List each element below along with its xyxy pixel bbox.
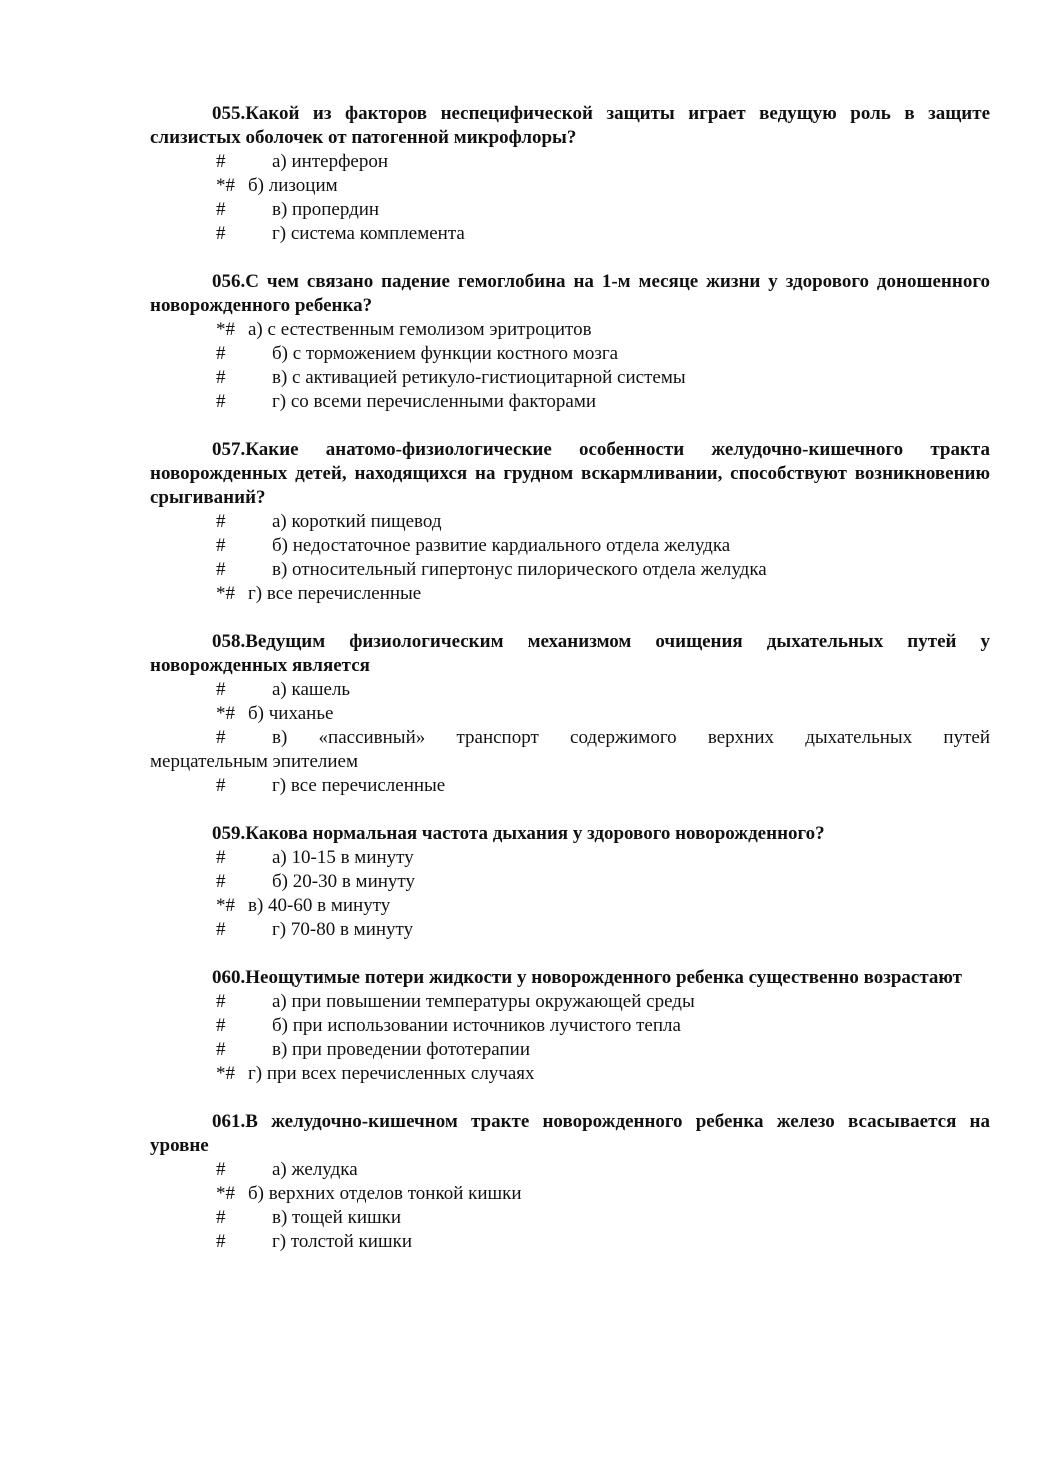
- option-text: а) кашель: [272, 679, 351, 700]
- answer-option: [150, 1158, 990, 1182]
- option-text: в) при проведении фототерапии: [272, 1039, 530, 1060]
- question-text: [150, 822, 990, 846]
- answer-option: [150, 870, 990, 894]
- option-marker: #: [216, 343, 226, 364]
- answer-option: [150, 918, 990, 942]
- option-marker: #: [216, 775, 226, 796]
- option-marker: #: [216, 535, 226, 556]
- option-marker: *#: [216, 319, 235, 340]
- option-text: б) с торможением функции костного мозга: [272, 343, 619, 364]
- option-text: в) с активацией ретикуло-гистиоцитарной системы: [272, 367, 686, 388]
- option-marker: #: [216, 367, 226, 388]
- question-block: [150, 1110, 990, 1254]
- question-number: 057.: [212, 439, 246, 460]
- option-text: в) пропердин: [272, 199, 380, 220]
- question-text: [150, 270, 990, 318]
- question-block: [150, 270, 990, 414]
- answer-option: [150, 678, 990, 702]
- option-marker: #: [216, 1039, 226, 1060]
- question-text: [150, 1110, 990, 1158]
- answer-option: [150, 366, 990, 390]
- option-text: а) интерферон: [272, 151, 388, 172]
- question-body: С чем связано падение гемоглобина на 1-м месяце жизни у здорового доношенного новорожденного ребенка?: [150, 271, 990, 316]
- option-marker: *#: [216, 175, 235, 196]
- answer-option: [150, 1206, 990, 1230]
- question-number: 060.: [212, 967, 246, 988]
- question-text: [150, 102, 990, 150]
- option-marker: #: [216, 199, 226, 220]
- question-body: Неощутимые потери жидкости у новорожденного ребенка существенно возрастают: [245, 967, 962, 988]
- option-marker: *#: [216, 1063, 235, 1084]
- answer-option: [150, 1038, 990, 1062]
- answer-option: [150, 342, 990, 366]
- question-body: Ведущим физиологическим механизмом очищения дыхательных путей у новорожденных является: [150, 631, 990, 676]
- option-text-continuation: мерцательным эпителием: [150, 751, 358, 772]
- option-marker: #: [216, 727, 226, 748]
- question-body: Какие анатомо-физиологические особенности желудочно-кишечного тракта новорожденных детей, находящихся на грудном вскармливании, способствуют возникновению срыгиваний?: [150, 439, 990, 508]
- answer-option: [150, 558, 990, 582]
- answer-option-correct: [150, 174, 990, 198]
- option-marker: *#: [216, 703, 235, 724]
- question-number: 056.: [212, 271, 246, 292]
- question-list: [150, 102, 990, 1278]
- option-text: б) чиханье: [248, 703, 334, 724]
- question-text: [150, 438, 990, 510]
- question-body: Какова нормальная частота дыхания у здорового новорожденного?: [245, 823, 825, 844]
- question-block: [150, 438, 990, 606]
- option-marker: *#: [216, 583, 235, 604]
- answer-option-correct: [150, 582, 990, 606]
- option-marker: #: [216, 1207, 226, 1228]
- answer-option: [150, 726, 990, 774]
- question-body: Какой из факторов неспецифической защиты играет ведущую роль в защите слизистых оболочек от патогенной микрофлоры?: [150, 103, 990, 148]
- option-text: в) тощей кишки: [272, 1207, 402, 1228]
- question-block: [150, 966, 990, 1086]
- option-marker: #: [216, 679, 226, 700]
- answer-option: [150, 990, 990, 1014]
- option-text: г) со всеми перечисленными факторами: [272, 391, 597, 412]
- answer-option: [150, 1014, 990, 1038]
- answer-option-correct: [150, 702, 990, 726]
- question-number: 059.: [212, 823, 246, 844]
- question-block: [150, 102, 990, 246]
- answer-option: [150, 390, 990, 414]
- option-marker: *#: [216, 895, 235, 916]
- option-marker: #: [216, 1015, 226, 1036]
- answer-option: [150, 198, 990, 222]
- option-text: а) с естественным гемолизом эритроцитов: [248, 319, 592, 340]
- question-block: [150, 630, 990, 798]
- option-marker: #: [216, 223, 226, 244]
- option-text: г) 70-80 в минуту: [272, 919, 414, 940]
- option-text: б) при использовании источников лучистого тепла: [272, 1015, 681, 1036]
- answer-option-correct: [150, 1182, 990, 1206]
- question-block: [150, 822, 990, 942]
- option-marker: #: [216, 991, 226, 1012]
- option-text: г) все перечисленные: [248, 583, 422, 604]
- option-text: г) при всех перечисленных случаях: [248, 1063, 535, 1084]
- answer-option: [150, 510, 990, 534]
- question-number: 058.: [212, 631, 246, 652]
- answer-option: [150, 222, 990, 246]
- answer-option: [150, 846, 990, 870]
- option-text: г) система комплемента: [272, 223, 465, 244]
- answer-option-correct: [150, 1062, 990, 1086]
- option-marker: #: [216, 559, 226, 580]
- option-text: б) верхних отделов тонкой кишки: [248, 1183, 522, 1204]
- option-marker: *#: [216, 1183, 235, 1204]
- option-text: а) 10-15 в минуту: [272, 847, 414, 868]
- answer-option: [150, 534, 990, 558]
- option-marker: #: [216, 871, 226, 892]
- option-text: б) 20-30 в минуту: [272, 871, 415, 892]
- option-marker: #: [216, 1231, 226, 1252]
- option-text: в) относительный гипертонус пилорического отдела желудка: [272, 559, 767, 580]
- option-text: а) короткий пищевод: [272, 511, 442, 532]
- option-text: г) все перечисленные: [272, 775, 446, 796]
- option-text: в) «пассивный» транспорт содержимого верхних дыхательных путей: [272, 727, 990, 748]
- option-marker: #: [216, 847, 226, 868]
- option-text: г) толстой кишки: [272, 1231, 412, 1252]
- answer-option: [150, 774, 990, 798]
- question-text: [150, 966, 990, 990]
- option-marker: #: [216, 391, 226, 412]
- option-text: в) 40-60 в минуту: [248, 895, 391, 916]
- question-body: В желудочно-кишечном тракте новорожденного ребенка железо всасывается на уровне: [150, 1111, 990, 1156]
- answer-option-correct: [150, 318, 990, 342]
- option-marker: #: [216, 151, 226, 172]
- option-text: б) недостаточное развитие кардиального отдела желудка: [272, 535, 731, 556]
- question-number: 061.: [212, 1111, 246, 1132]
- question-number: 055.: [212, 103, 246, 124]
- option-marker: #: [216, 919, 226, 940]
- answer-option: [150, 150, 990, 174]
- answer-option-correct: [150, 894, 990, 918]
- option-marker: #: [216, 511, 226, 532]
- option-text: а) при повышении температуры окружающей среды: [272, 991, 695, 1012]
- question-text: [150, 630, 990, 678]
- answer-option: [150, 1230, 990, 1254]
- option-marker: #: [216, 1159, 226, 1180]
- option-text: а) желудка: [272, 1159, 358, 1180]
- option-text: б) лизоцим: [248, 175, 338, 196]
